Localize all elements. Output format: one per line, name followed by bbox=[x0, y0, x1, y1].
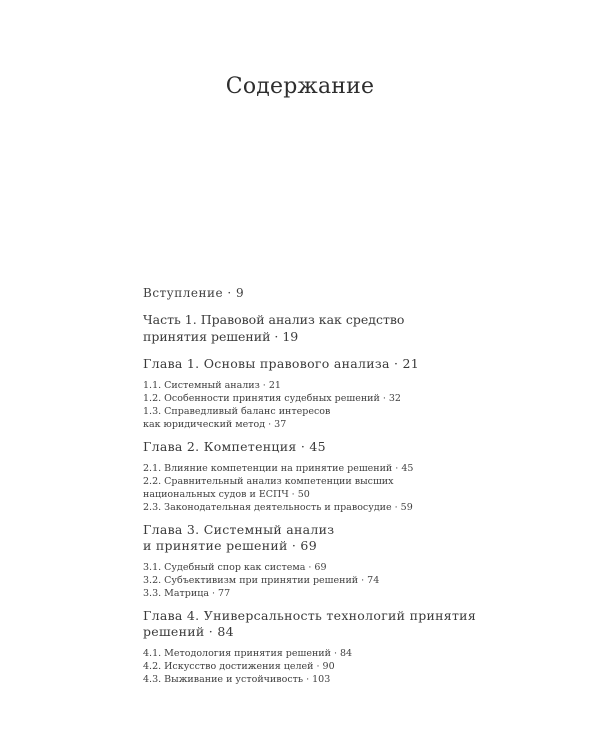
toc-section-4-3[interactable]: 4.3. Выживание и устойчивость · 103 bbox=[143, 674, 331, 685]
toc-chapter-4-sections bbox=[143, 647, 443, 686]
page-title: Содержание bbox=[225, 74, 375, 99]
toc-chapter-2[interactable] bbox=[143, 439, 443, 455]
toc-section-3-3[interactable]: 3.3. Матрица · 77 bbox=[143, 588, 231, 599]
toc-section-3-2[interactable]: 3.2. Субъективизм при принятии решений · 74 bbox=[143, 575, 380, 586]
toc-chapter-3-title-line-1: Глава 3. Системный анализ bbox=[143, 522, 335, 537]
table-of-contents bbox=[143, 286, 476, 694]
toc-chapter-3-sections bbox=[143, 561, 443, 600]
toc-section-1-2[interactable]: 1.2. Особенности принятия судебных решений · 32 bbox=[143, 393, 401, 404]
toc-intro[interactable]: Вступление · 9 bbox=[143, 286, 245, 300]
toc-chapter-3-title-line-2: и принятие решений · 69 bbox=[143, 538, 317, 553]
toc-section-2-2-continued[interactable]: национальных судов и ЕСПЧ · 50 bbox=[143, 489, 310, 500]
toc-part-1[interactable] bbox=[143, 311, 443, 345]
toc-chapter-1-title: Глава 1. Основы правового анализа · 21 bbox=[143, 356, 420, 371]
toc-part-1-line-2: принятия решений · 19 bbox=[143, 329, 299, 344]
toc-section-2-3[interactable]: 2.3. Законодательная деятельность и правосудие · 59 bbox=[143, 502, 413, 513]
toc-section-1-3[interactable]: 1.3. Справедливый баланс интересов bbox=[143, 406, 331, 417]
toc-section-1-1[interactable]: 1.1. Системный анализ · 21 bbox=[143, 380, 281, 391]
toc-section-3-1[interactable]: 3.1. Судебный спор как система · 69 bbox=[143, 562, 327, 573]
toc-part-1-line-1: Часть 1. Правовой анализ как средство bbox=[143, 312, 405, 327]
toc-chapter-2-sections bbox=[143, 462, 443, 514]
toc-chapter-4-title-line-2: решений · 84 bbox=[143, 624, 234, 639]
toc-chapter-3[interactable] bbox=[143, 522, 443, 554]
toc-section-1-3-continued[interactable]: как юридический метод · 37 bbox=[143, 419, 287, 430]
toc-chapter-1[interactable] bbox=[143, 356, 443, 372]
toc-section-4-2[interactable]: 4.2. Искусство достижения целей · 90 bbox=[143, 661, 335, 672]
toc-chapter-4-title-line-1: Глава 4. Универсальность технологий принятия bbox=[143, 608, 476, 623]
toc-chapter-4[interactable] bbox=[143, 608, 476, 640]
toc-section-2-2[interactable]: 2.2. Сравнительный анализ компетенции высших bbox=[143, 476, 394, 487]
toc-chapter-2-title: Глава 2. Компетенция · 45 bbox=[143, 439, 326, 454]
toc-section-4-1[interactable]: 4.1. Методология принятия решений · 84 bbox=[143, 648, 353, 659]
toc-section-2-1[interactable]: 2.1. Влияние компетенции на принятие решений · 45 bbox=[143, 463, 414, 474]
toc-chapter-1-sections bbox=[143, 379, 443, 431]
